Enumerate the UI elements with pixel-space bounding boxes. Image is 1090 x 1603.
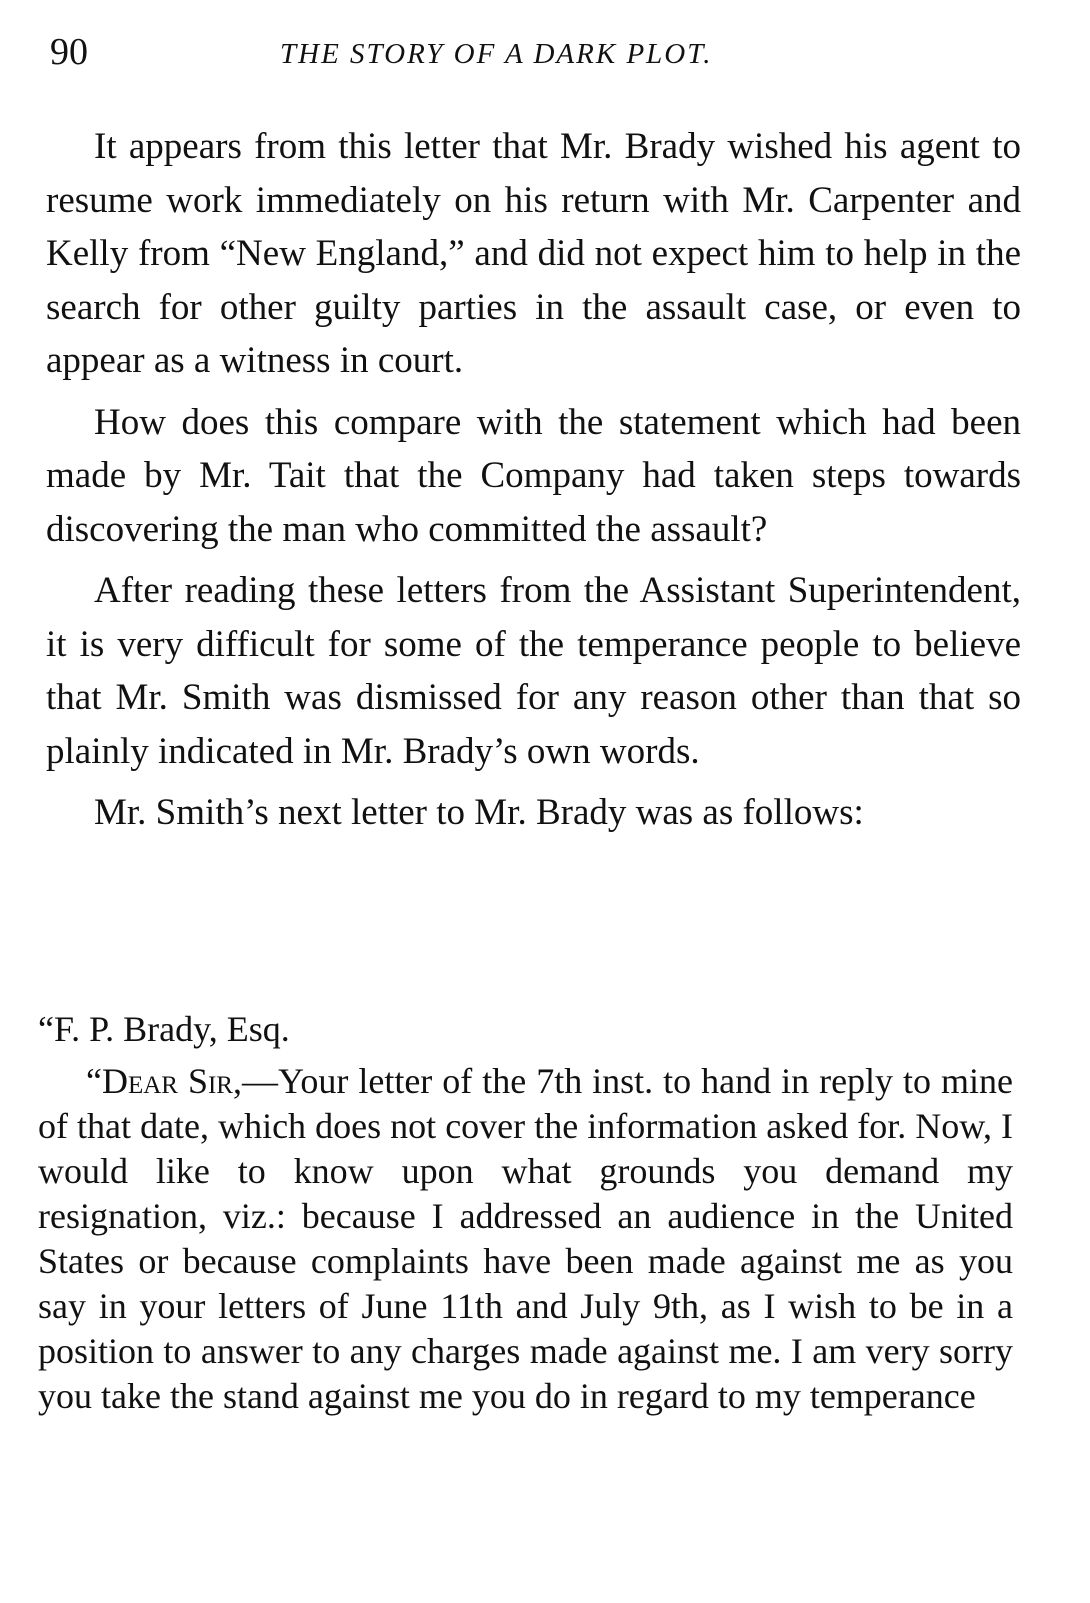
letter-body-text: Your letter of the 7th inst. to hand in reply to mine of that date, which does not cover the information asked for. Now, I would like to know upon what grounds you demand my resignation, viz.: because I addressed an audience in the United States or because complaints have been made against me as you say in your letters of June 11th and July 9th, as I wish to be in a position to answer to any charges made against me. I am very sorry you take the stand against me you do in regard to my temperance — [38, 1061, 1013, 1416]
greeting-open-quote: “ — [86, 1061, 102, 1101]
letter-body — [38, 1059, 1013, 1419]
paragraph-4: Mr. Smith’s next letter to Mr. Brady was as follows: — [94, 792, 864, 833]
body-text — [46, 120, 1021, 840]
page-number: 90 — [50, 31, 88, 73]
paragraph-3: After reading these letters from the Assistant Superintendent, it is very difficult for some of the temperance people to believe that Mr. Smith was dismissed for any reason other than that so plainly indicated in Mr. Brady’s own words. — [46, 570, 1021, 772]
letter-addressee: “F. P. Brady, Esq. — [38, 1009, 290, 1049]
greeting-dash: ,— — [232, 1061, 278, 1101]
paragraph-1: It appears from this letter that Mr. Brady wished his agent to resume work immediately on his return with Mr. Carpenter and Kelly from “New England,” and did not expect him to help in the search for other guilty parties in the assault case, or even to appear as a witness in court. — [46, 126, 1021, 381]
paragraph-2: How does this compare with the statement which had been made by Mr. Tait that the Company had taken steps towards discovering the man who committed the assault? — [46, 401, 1021, 550]
letter-greeting: Dear Sir — [101, 1061, 233, 1101]
running-title: THE STORY OF A DARK PLOT. — [280, 38, 713, 70]
quoted-letter — [38, 1005, 1013, 1419]
running-head — [50, 30, 1030, 80]
